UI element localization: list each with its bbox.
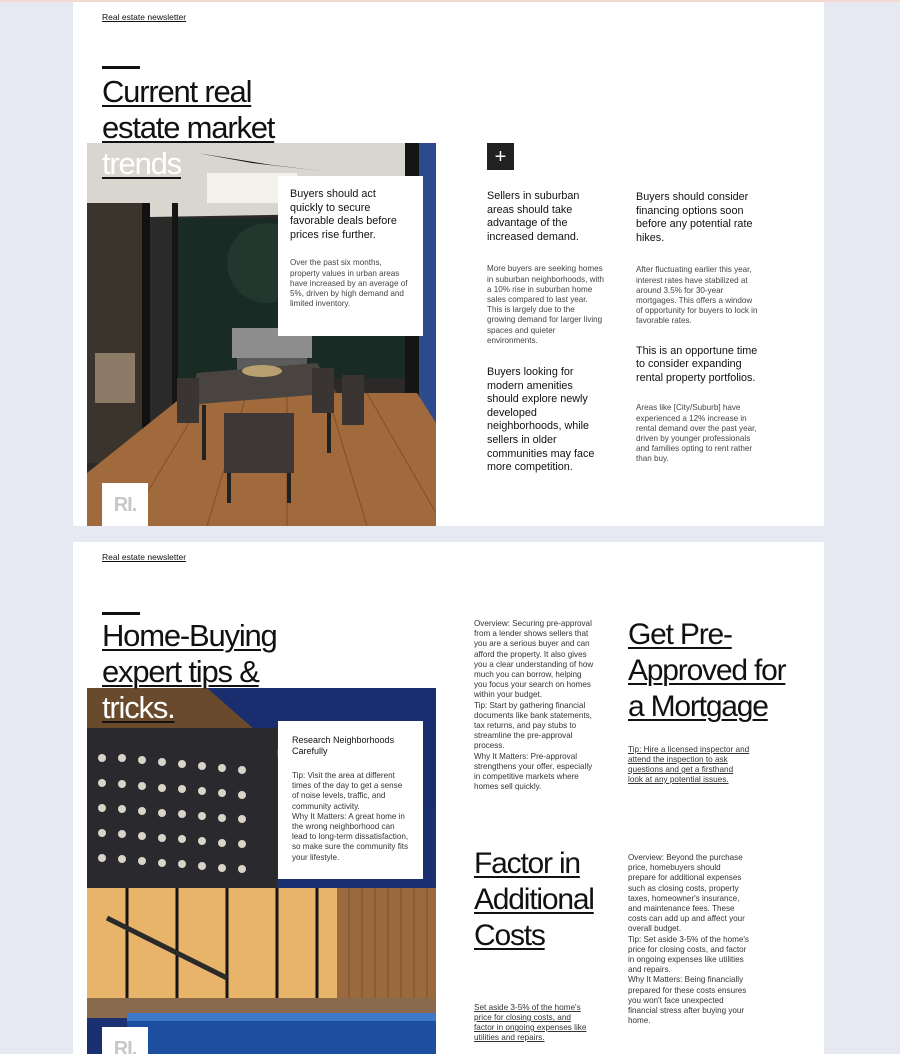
right-column-body: Overview: Beyond the purchase price, homebuyers should prepare for additional expenses such as closing costs, property taxes, homeowner's insurance, and maintenance fees. These costs can add up and affect your overall budget. Tip: Set aside 3-5% of the home's price for closing costs, and factor in ongoing expenses like utilities and repairs. Why It Matters: Being financially prepared for these costs ensures you won't face unexpected financial stress after buying your home. <box>628 853 749 1026</box>
page2-title-line2: expert tips & <box>102 654 259 689</box>
mid-column-hint[interactable]: Set aside 3-5% of the home's price for closing costs, and factor in ongoing expenses like utilities and repairs. <box>474 1003 587 1042</box>
brand-logo: RI. <box>102 483 148 526</box>
factor-heading-line1: Factor in <box>474 847 580 880</box>
page2-title-line3: tricks. <box>102 690 175 725</box>
col1-lead-2: Buyers looking for modern amenities should explore newly developed neighborhoods, while sellers in older communities may face more competition. <box>487 366 595 474</box>
page2-title <box>102 618 277 726</box>
newsletter-label[interactable]: Real estate newsletter <box>102 12 187 22</box>
card-lead: Buyers should act quickly to secure favorable deals before prices rise further. <box>290 188 397 241</box>
card-heading: Research Neighborhoods Carefully <box>292 735 395 756</box>
pre-approval-heading <box>628 617 785 725</box>
newsletter-page-1 <box>73 2 824 526</box>
page2-title-line1: Home-Buying <box>102 618 277 653</box>
col2-body: After fluctuating earlier this year, interest rates have stabilized at around 3.5% for 30-year mortgages. This offers a window of opportunity for buyers to lock in favorable rates. <box>636 265 758 326</box>
page1-column-2 <box>636 191 758 465</box>
page1-title-line3: trends <box>102 146 181 181</box>
card-body: Over the past six months, property values in urban areas have increased by an average of 5%, driven by high demand and limited inventory. <box>290 258 408 309</box>
factor-costs-heading <box>474 846 594 954</box>
col1-body: More buyers are seeking homes in suburban neighborhoods, with a 10% rise in suburban home sales compared to last year. This is largely due to the growing demand for larger living spaces and quieter environments. <box>487 264 604 345</box>
page1-title <box>102 74 274 182</box>
preapproval-heading-line2: Approved for <box>628 654 786 687</box>
title-dash <box>102 612 140 615</box>
title-dash <box>102 66 140 69</box>
page1-title-line2: estate market <box>102 110 275 145</box>
preapproval-heading-line1: Get Pre- <box>628 618 732 651</box>
right-column-hint[interactable]: Tip: Hire a licensed inspector and attend the inspection to ask questions and get a firsthand look at any potential issues. <box>628 745 750 784</box>
page1-feature-card <box>278 176 423 336</box>
col2-lead: Buyers should consider financing options soon before any potential rate hikes. <box>636 191 753 244</box>
page1-column-1 <box>487 190 605 475</box>
brand-logo: RI. <box>102 1027 148 1054</box>
page1-title-line1: Current real <box>102 74 252 109</box>
preapproval-heading-line3: a Mortgage <box>628 690 768 723</box>
plus-icon[interactable]: + <box>487 143 514 170</box>
page2-feature-card <box>278 721 423 879</box>
factor-heading-line2: Additional <box>474 883 594 916</box>
col1-lead: Sellers in suburban areas should take advantage of the increased demand. <box>487 190 580 243</box>
col2-lead-2: This is an opportune time to consider expanding rental property portfolios. <box>636 344 758 384</box>
newsletter-page-2 <box>73 542 824 1054</box>
card-body: Tip: Visit the area at different times of the day to get a sense of noise levels, traffic, and community activity. Why It Matters: A great home in the wrong neighborhood can lead to long-term dissatisfaction, so make sure the community fits your lifestyle. <box>292 771 409 862</box>
factor-heading-line3: Costs <box>474 919 545 952</box>
mid-column-body: Overview: Securing pre-approval from a lender shows sellers that you are a serious buyer and can afford the property. It also gives you a clear understanding of how much you can borrow, helping you focus your search on homes within your budget. Tip: Start by gathering financial documents like bank statements, tax returns, and pay stubs to streamline the pre-approval process. Why It Matters: Pre-approval strengthens your offer, especially in competitive markets where homes sell quickly. <box>474 619 594 792</box>
newsletter-label[interactable]: Real estate newsletter <box>102 552 187 562</box>
col2-body-2: Areas like [City/Suburb] have experienced a 12% increase in rental demand over the past year, driven by younger professionals and families opting to rent rather than buy. <box>636 403 757 464</box>
